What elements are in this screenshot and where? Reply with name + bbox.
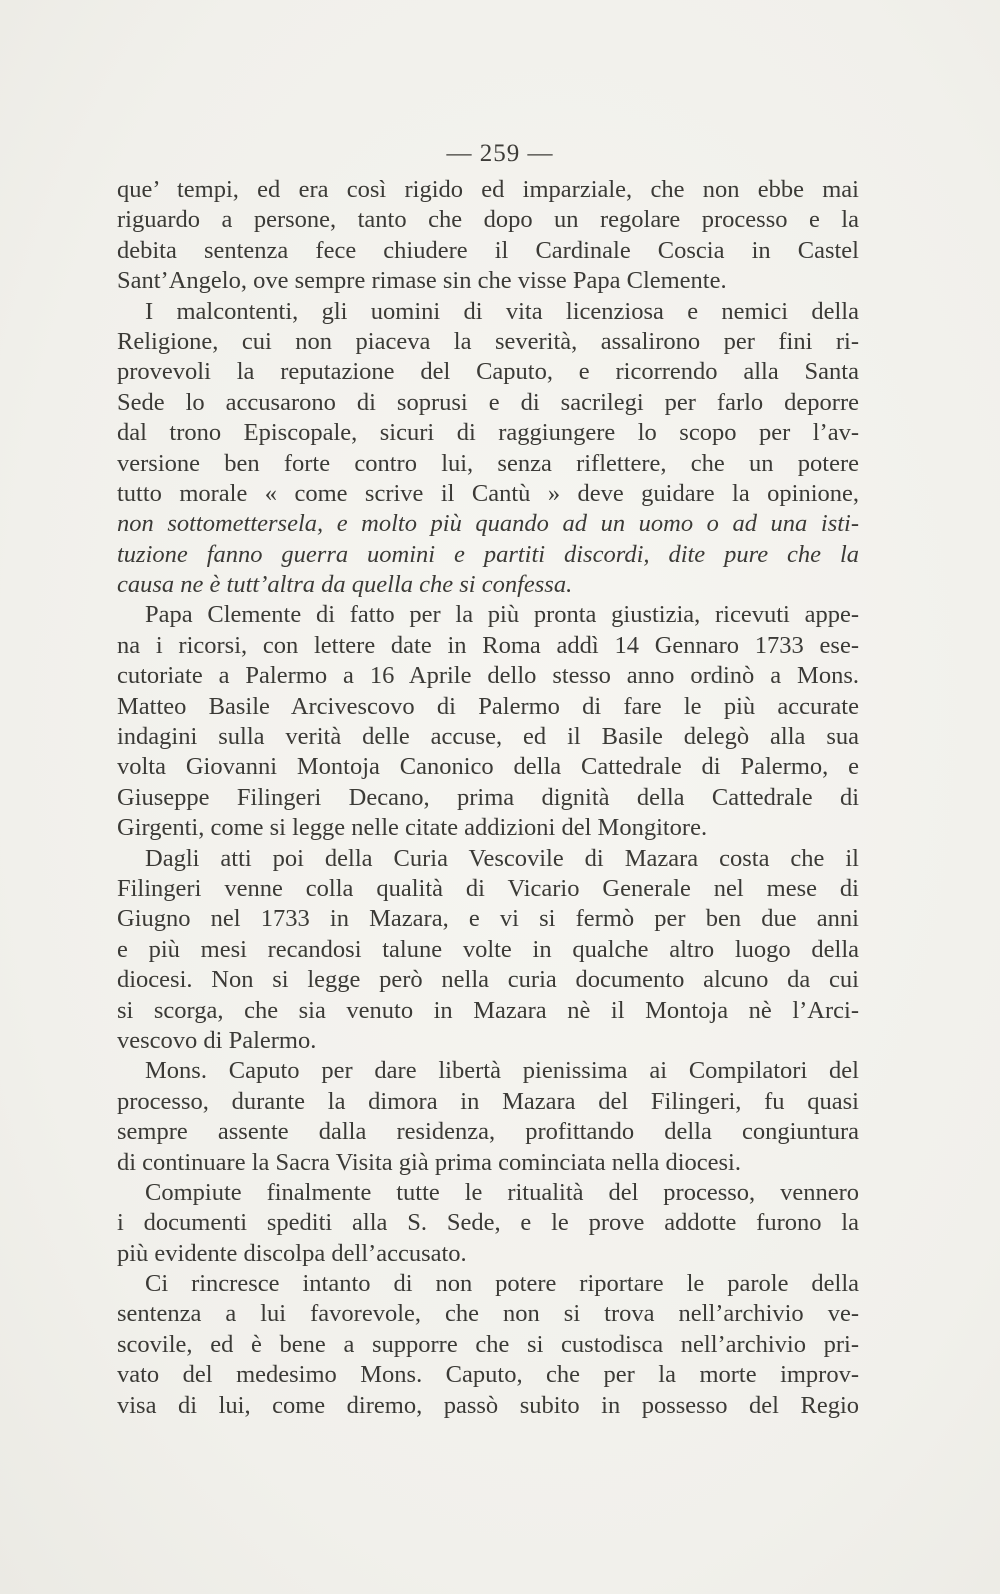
text-line: indagini sulla verità delle accuse, ed il Basile delegò alla sua xyxy=(117,723,859,751)
text-line: Filingeri venne colla qualità di Vicario Generale nel mese di xyxy=(117,874,859,902)
text-line: si scorga, che sia venuto in Mazara nè il Montoja nè l’Arci- xyxy=(117,996,859,1024)
text-line: volta Giovanni Montoja Canonico della Cattedrale di Palermo, e xyxy=(117,753,859,781)
text-line: cutoriate a Palermo a 16 Aprile dello stesso anno ordinò a Mons. xyxy=(117,662,859,690)
text-line: riguardo a persone, tanto che dopo un regolare processo e la xyxy=(117,206,859,234)
body-text xyxy=(117,175,859,1421)
text-line: versione ben forte contro lui, senza riflettere, che un potere xyxy=(117,449,859,477)
text-line: tuzione fanno guerra uomini e partiti discordi, dite pure che la xyxy=(117,540,859,568)
text-line: Papa Clemente di fatto per la più pronta giustizia, ricevuti appe- xyxy=(145,601,859,629)
text-line: diocesi. Non si legge però nella curia documento alcuno da cui xyxy=(117,966,859,994)
text-line: Mons. Caputo per dare libertà pienissima ai Compilatori del xyxy=(145,1057,859,1085)
page-number: — 259 — xyxy=(446,140,554,167)
text-line: visa di lui, come diremo, passò subito in possesso del Regio xyxy=(117,1391,859,1419)
text-line: Ci rincresce intanto di non potere riportare le parole della xyxy=(145,1270,859,1298)
text-line: que’ tempi, ed era così rigido ed imparziale, che non ebbe mai xyxy=(117,176,859,203)
text-line: dal trono Episcopale, sicuri di raggiungere lo scopo per l’av- xyxy=(117,419,859,447)
text-line: vescovo di Palermo. xyxy=(117,1026,317,1054)
text-line: Sant’Angelo, ove sempre rimase sin che visse Papa Clemente. xyxy=(117,267,727,295)
text-line: na i ricorsi, con lettere date in Roma addì 14 Gennaro 1733 ese- xyxy=(117,631,859,659)
text-line: Matteo Basile Arcivescovo di Palermo di fare le più accurate xyxy=(117,692,859,720)
text-line: I malcontenti, gli uomini di vita licenziosa e nemici della xyxy=(145,297,859,325)
text-line: debita sentenza fece chiudere il Cardinale Coscia in Castel xyxy=(117,236,859,264)
text-line: Sede lo accusarono di soprusi e di sacrilegi per farlo deporre xyxy=(117,388,859,416)
text-line: Giugno nel 1733 in Mazara, e vi si fermò per ben due anni xyxy=(117,905,859,933)
text-line: più evidente discolpa dell’accusato. xyxy=(117,1239,467,1267)
text-line: Religione, cui non piaceva la severità, assalirono per fini ri- xyxy=(117,327,859,355)
text-line: scovile, ed è bene a supporre che si custodisca nell’archivio pri- xyxy=(117,1330,859,1358)
text-line: Compiute finalmente tutte le ritualità del processo, vennero xyxy=(145,1178,859,1206)
text-line: tutto morale « come scrive il Cantù » deve guidare la opinione, xyxy=(117,479,859,507)
text-line: Girgenti, come si legge nelle citate addizioni del Mongitore. xyxy=(117,814,708,842)
text-line: processo, durante la dimora in Mazara del Filingeri, fu quasi xyxy=(117,1087,859,1115)
text-line: i documenti spediti alla S. Sede, e le prove addotte furono la xyxy=(117,1209,859,1237)
text-line: Dagli atti poi della Curia Vescovile di Mazara costa che il xyxy=(145,844,859,872)
text-line: vato del medesimo Mons. Caputo, che per la morte improv- xyxy=(117,1361,859,1389)
text-line: causa ne è tutt’altra da quella che si confessa. xyxy=(117,571,573,599)
text-line: sempre assente dalla residenza, profittando della congiuntura xyxy=(117,1118,859,1146)
text-line: di continuare la Sacra Visita già prima cominciata nella diocesi. xyxy=(117,1148,741,1176)
text-line: e più mesi recandosi talune volte in qualche altro luogo della xyxy=(117,935,859,963)
text-line: provevoli la reputazione del Caputo, e ricorrendo alla Santa xyxy=(117,358,859,386)
text-line: non sottomettersela, e molto più quando ad un uomo o ad una isti- xyxy=(117,510,859,538)
text-line: sentenza a lui favorevole, che non si trova nell’archivio ve- xyxy=(117,1300,859,1328)
text-line: Giuseppe Filingeri Decano, prima dignità della Cattedrale di xyxy=(117,783,859,811)
